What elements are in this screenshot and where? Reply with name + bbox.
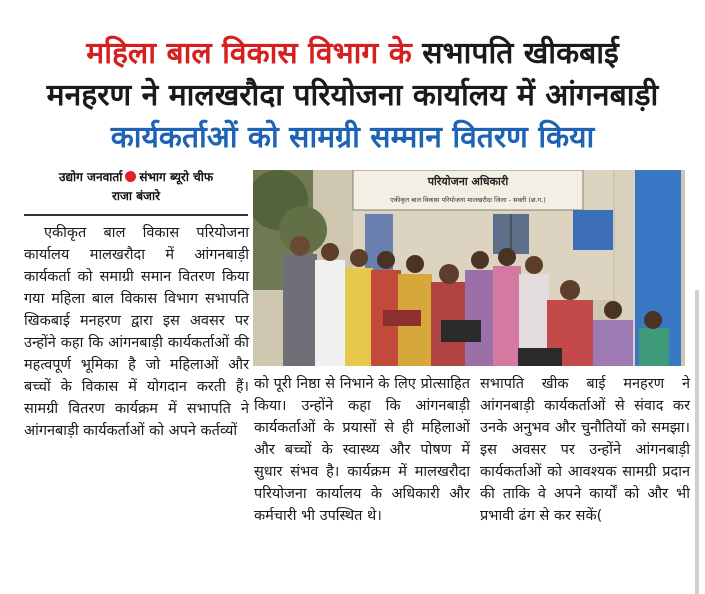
article-column-3: [480, 373, 690, 527]
group-photo-illustration: [253, 170, 685, 366]
gift-box: [518, 348, 562, 366]
byline-bureau: संभाग ब्यूरो चीफ: [139, 170, 214, 184]
article-text-column-1: एकीकृत बाल विकास परियोजना कार्यालय मालखरौदा में आंगनबाड़ी कार्यकर्ता को समाग्री समान वितरण किया गया महिला बाल विकास विभाग सभापति खिकबाई मनहरण द्वारा इस अवसर पर उन्होंने कहा कि आंगनबाड़ी कार्यकर्ताओं की महत्वपूर्ण भूमिका है जो महिलाओं और बच्चों के विकास में योगदान करती हैं। सामग्री वितरण कार्यक्रम में सभापति ने आंगनबाड़ी कार्यकर्ताओं को अपने कर्तव्यों: [24, 225, 249, 439]
office-board-subtitle: एकीकृत बाल विकास परियोजना मालखरौदा जिला - सक्ती (छ.ग.): [390, 196, 546, 204]
article-column-2: [254, 373, 470, 527]
headline-red-part: महिला बाल विकास विभाग के: [86, 36, 412, 71]
headline: [0, 34, 705, 158]
byline-row: [24, 168, 248, 187]
gift-box: [383, 310, 421, 326]
bullet-dot-icon: [125, 171, 136, 182]
byline-divider: [24, 214, 248, 216]
article-text-column-3: सभापति खीक बाई मनहरण ने आंगनबाड़ी कार्यकर्ताओं से संवाद कर उनके अनुभव और चुनौतियों को समझा। इस अवसर पर उन्होंने आंगनबाड़ी कार्यकर्ताओं को आवश्यक सामग्री प्रदान की ताकि वे अपने कार्यों को और भी प्रभावी ढंग से कर सकें(: [480, 376, 690, 524]
byline-source: उद्योग जनवार्ता: [58, 170, 123, 184]
byline: [24, 168, 248, 214]
office-board-title: परियोजना अधिकारी: [427, 175, 509, 188]
article-text-column-2: को पूरी निष्ठा से निभाने के लिए प्रोत्साहित किया। उन्होंने कहा कि आंगनबाड़ी कार्यकर्ताओं के प्रयासों से ही महिलाओं और बच्चों के स्वास्थ्य और पोषण में सुधार संभव है। कार्यक्रम में मालखरौदा परियोजना कार्यालय के अधिकारी और कर्मचारी भी उपस्थित थे।: [254, 376, 470, 524]
news-photo: [253, 170, 685, 366]
byline-author: राजा बंजारे: [112, 189, 160, 203]
headline-dark-part: सभापति खीकबाई: [422, 36, 619, 71]
headline-line-3: कार्यकर्ताओं को सामग्री सम्मान वितरण किया: [110, 120, 595, 155]
article-column-1: [24, 222, 249, 442]
scrollbar[interactable]: [695, 290, 699, 594]
headline-line-2: मनहरण ने मालखरौदा परियोजना कार्यालय में आंगनबाड़ी: [46, 78, 659, 113]
headline-line-1: [0, 34, 705, 74]
gift-box: [441, 320, 481, 342]
previous-article-cutoff: [0, 0, 705, 8]
